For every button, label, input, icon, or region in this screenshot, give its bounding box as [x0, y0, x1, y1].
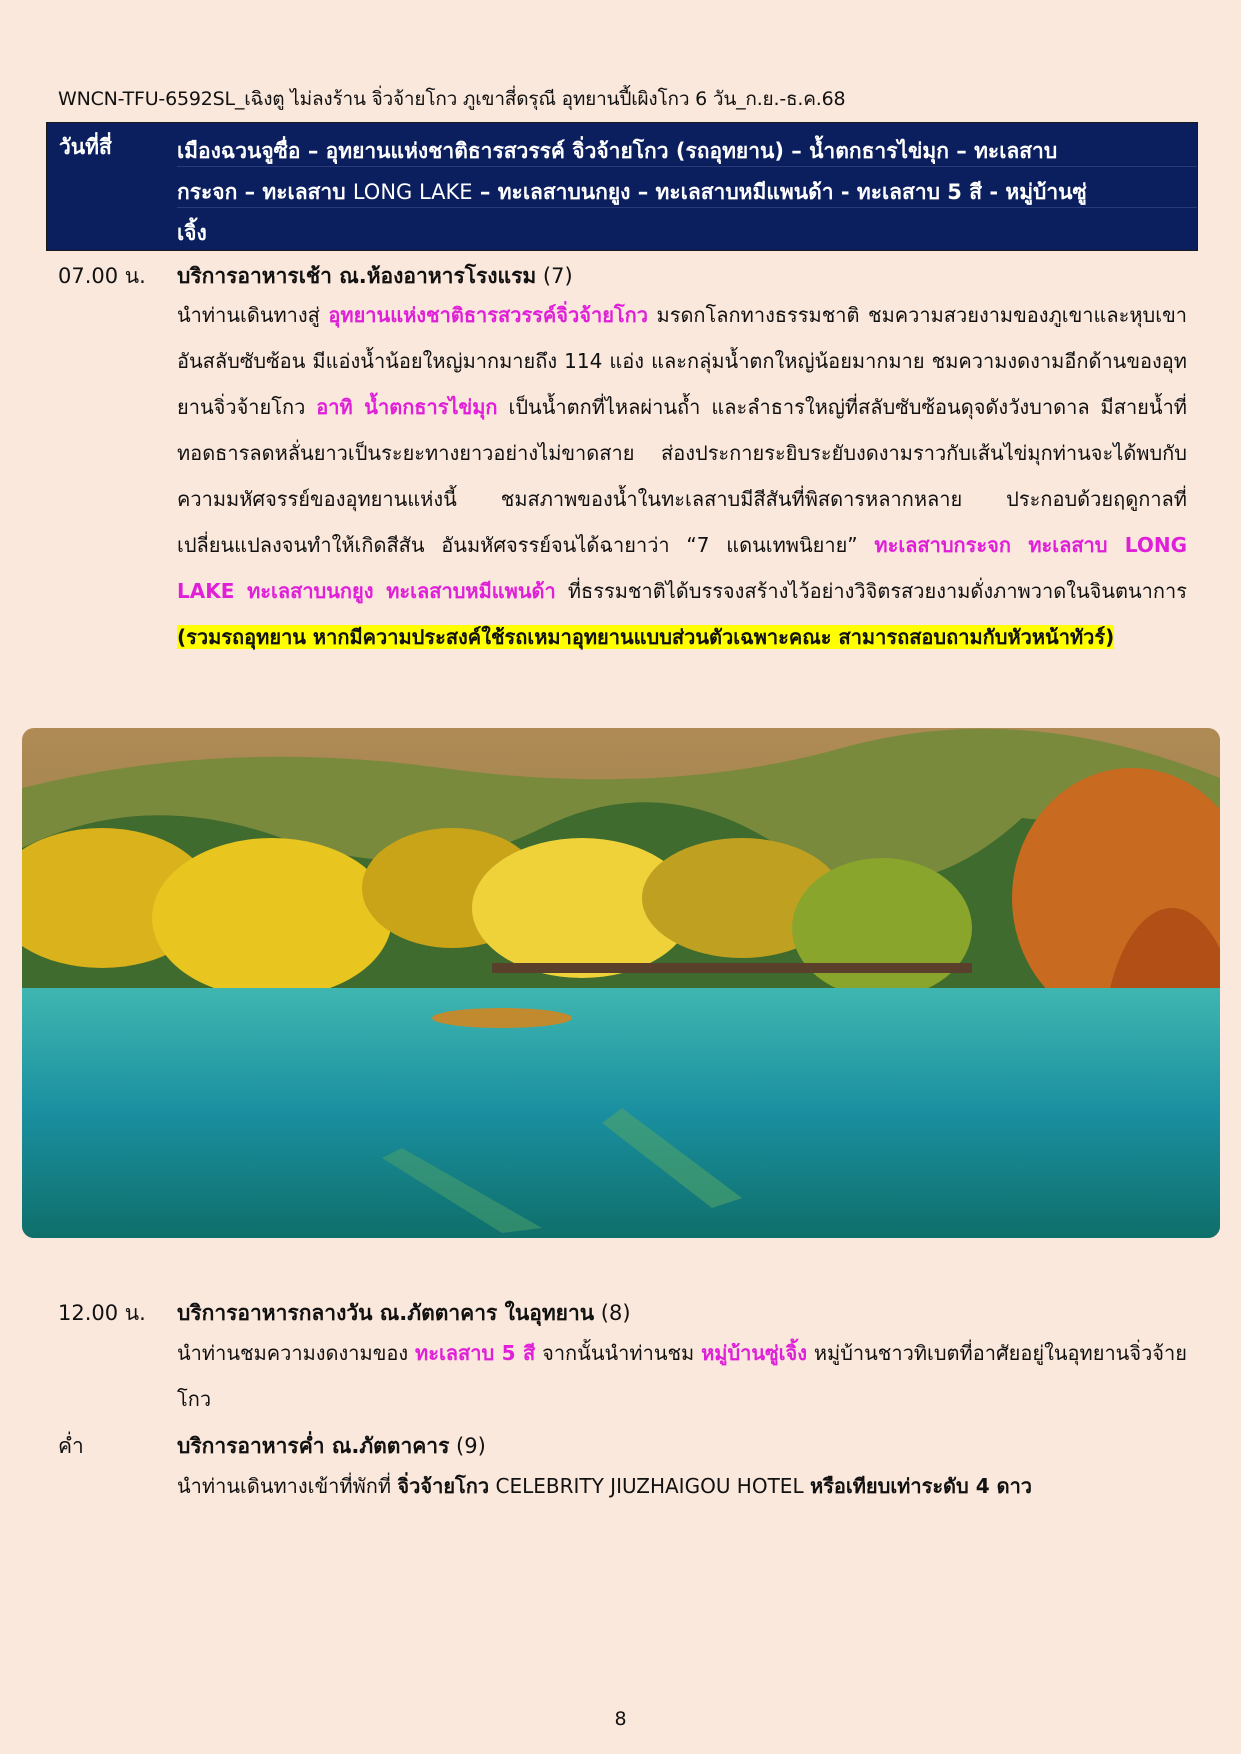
day-title-part: – ทะเลสาบนกยูง – ทะเลสาบหมีแพนด้า - ทะเลสาบ 5 สี - หมู่บ้านซู่: [472, 180, 1087, 204]
highlight-lakes: ทะเลสาบกระจก ทะเลสาบ LONG LAKE ทะเลสาบนกยูง ทะเลสาบหมีแพนด้า: [177, 533, 1187, 603]
banner-divider: [177, 207, 1197, 208]
banner-divider: [177, 166, 1197, 167]
text-run: จากนั้นนำท่านชม: [535, 1341, 702, 1365]
breakfast-title-text: บริการอาหารเช้า ณ.ห้องอาหารโรงแรม: [177, 264, 537, 288]
day-banner: [46, 122, 1198, 251]
morning-description: [177, 292, 1187, 660]
lake-landscape-photo: [22, 728, 1220, 1238]
text-run: มรดกโลกทางธรรมชาติ ชมความสวยงามของภูเขาและหุบเขาอันสลับซับซ้อน มีแอ่งน้ำน้อยใหญ่มากมายถึง 114 แอ่ง และกลุ่มน้ำตกใหญ่น้อยมากมาย ชมความงดงามอีกด้านของอุทยานจิ่วจ้ายโกว: [177, 303, 1187, 419]
lunch-meal-number: (8): [594, 1301, 631, 1325]
page-number: 8: [614, 1708, 627, 1730]
highlight-waterfall: อาทิ น้ำตกธารไข่มุก: [316, 395, 498, 419]
day-title-line-1: เมืองฉวนจูซื่อ – อุทยานแห่งชาติธารสวรรค์ จิ่วจ้ายโกว (รถอุทยาน) – น้ำตกธารไข่มุก – ทะเลสาบ: [177, 139, 1058, 163]
text-run: หมู่บ้านชาวทิเบตที่อาศัยอยู่ในอุทยานจิ่วจ้ายโกว: [177, 1341, 1187, 1411]
day-label: วันที่สี่: [59, 135, 112, 159]
afternoon-description: [177, 1330, 1187, 1422]
day-title-line-3: เจิ้ง: [177, 221, 207, 245]
highlight-shuzheng-village: หมู่บ้านซู่เจิ้ง: [701, 1341, 807, 1365]
hotel-rating: หรือเทียบเท่าระดับ 4 ดาว: [809, 1474, 1033, 1498]
lake-photo-illustration: [22, 728, 1220, 1238]
lunch-time: 12.00 น.: [58, 1301, 146, 1325]
day-title: [177, 131, 1177, 254]
day-title-part: กระจก – ทะเลสาบ: [177, 180, 353, 204]
dinner-meal-number: (9): [449, 1434, 486, 1458]
text-run: เป็นน้ำตกที่ไหลผ่านถ้ำ และลำธารใหญ่ที่สลับซับซ้อนดุจดังวังบาดาล มีสายน้ำที่ทอดธารลดหลั่นยาวเป็นระยะทางยาวอย่างไม่ขาดสาย ส่องประกายระยิบระยับงดงามราวกับเส้นไข่มุกท่านจะได้พบกับความมหัศจรรย์ของอุทยานแห่งนี้ ชมสภาพของน้ำในทะเลสาบมีสีสันที่พิสดารหลากหลาย ประกอบด้วยฤดูกาลที่เปลี่ยนแปลงจนทำให้เกิดสีสัน อันมหัศจรรย์จนได้ฉายาว่า “7 แดนเทพนิยาย”: [177, 395, 1187, 557]
hotel-description: [177, 1463, 1187, 1509]
day-title-part-english: LONG LAKE: [352, 180, 473, 204]
dinner-time: ค่ำ: [58, 1434, 84, 1458]
text-run: นำท่านเดินทางเข้าที่พักที่: [177, 1474, 398, 1498]
hotel-name: CELEBRITY JIUZHAIGOU HOTEL: [489, 1474, 810, 1498]
lunch-title-text: บริการอาหารกลางวัน ณ.ภัตตาคาร ในอุทยาน: [177, 1301, 595, 1325]
breakfast-title: [177, 260, 573, 293]
dinner-title: [177, 1430, 486, 1463]
document-reference: WNCN-TFU-6592SL_เฉิงตู ไม่ลงร้าน จิ่วจ้ายโกว ภูเขาสี่ดรุณี อุทยานปี้เผิงโกว 6 วัน_ก.ย.-ธ.ค.68: [58, 88, 846, 110]
text-run: ที่ธรรมชาติได้บรรจงสร้างไว้อย่างวิจิตรสวยงามดั่งภาพวาดในจินตนาการ: [555, 579, 1187, 603]
highlight-park-name: อุทยานแห่งชาติธารสวรรค์จิ่วจ้ายโกว: [328, 303, 649, 327]
hotel-city: จิ่วจ้ายโกว: [397, 1474, 490, 1498]
highlight-five-color-lake: ทะเลสาบ 5 สี: [415, 1341, 536, 1365]
dinner-title-text: บริการอาหารค่ำ ณ.ภัตตาคาร: [177, 1434, 450, 1458]
text-run: นำท่านเดินทางสู่: [177, 303, 329, 327]
yellow-highlight-note: (รวมรถอุทยาน หากมีความประสงค์ใช้รถเหมาอุทยานแบบส่วนตัวเฉพาะคณะ สามารถสอบถามกับหัวหน้าทัวร์): [177, 625, 1115, 649]
breakfast-time: 07.00 น.: [58, 264, 146, 288]
text-run: นำท่านชมความงดงามของ: [177, 1341, 416, 1365]
breakfast-meal-number: (7): [536, 264, 573, 288]
lunch-title: [177, 1297, 631, 1330]
